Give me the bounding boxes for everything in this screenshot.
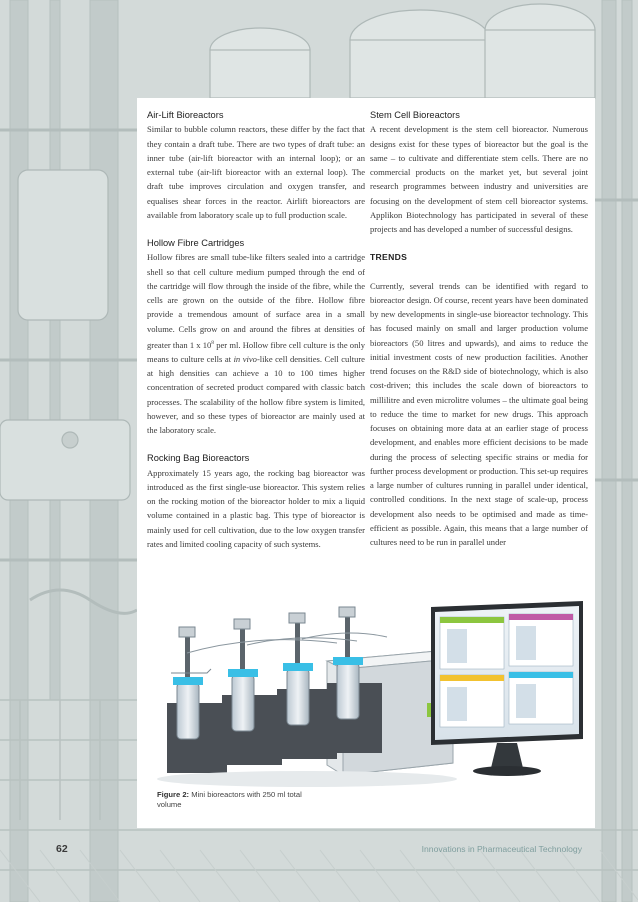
figure-caption <box>157 790 307 810</box>
hollow-fibre-superscript: 8 <box>211 339 215 346</box>
hollow-fibre-text-2: per ml. Hollow fibre cell culture is the only means to culture cells at <box>147 339 366 364</box>
hollow-fibre-body <box>147 250 365 437</box>
hollow-fibre-italic: in vivo <box>233 353 257 364</box>
airlift-heading: Air-Lift Bioreactors <box>147 110 224 120</box>
right-column <box>370 108 588 549</box>
trends-heading: TRENDS <box>370 252 408 263</box>
hollow-fibre-text-1: Hollow fibres are small tube-like filters sealed into a cartridge shell so that cell culture medium pumped through the end of the cartridge will flow through the inside of the fibre, while the cells are grown on the outside of the fibre. Hollow fibre provide a tremendous amount of surface area in a small volume. Cells grow on and around the fibres at densities of greater than 1 x 10 <box>147 252 365 350</box>
reactor-row <box>167 607 387 773</box>
journal-name: Innovations in Pharmaceutical Technology <box>421 844 582 854</box>
stem-cell-heading: Stem Cell Bioreactors <box>370 110 460 120</box>
airlift-body: Similar to bubble column reactors, these differ by the fact that they contain a draft tube. There are two types of draft tube: an inner tube (air-lift bioreactor with an internal loop); or an external tube (air-lift bioreactor with an external loop). The draft tube improves circulation and oxygen transfer, and equalises shear forces in the reactor. Airlift bioreactors are available from laboratory scale up to full production scale. <box>147 124 365 220</box>
hollow-fibre-heading: Hollow Fibre Cartridges <box>147 238 245 248</box>
monitor <box>431 601 583 776</box>
hollow-fibre-text-3: -like cell densities. Cell culture at high densities can achieve a 10 to 100 times higher concentration of secreted product compared with classic batch processes. The scalability of the hollow fibre system is limited, however, and so these types of bioreactor are mainly used at the laboratory scale. <box>147 353 365 436</box>
figure-caption-text: Mini bioreactors with 250 ml total volume <box>157 790 302 809</box>
left-column <box>147 108 365 551</box>
rocking-bag-body: Approximately 15 years ago, the rocking bag bioreactor was introduced as the first single-use bioreactor. This system relies on the rocking motion of the bioreactor holder to mix a liquid volume contained in a plastic bag. This type of bioreactor is mainly used for cell cultivation, due to the low oxygen transfer rates and limited cooling capacity of such systems. <box>147 467 365 549</box>
page-number: 62 <box>56 843 68 855</box>
content-panel <box>137 98 595 828</box>
figure-2 <box>137 593 595 828</box>
stem-cell-body: A recent development is the stem cell bioreactor. Numerous designs exist for these types of bioreactor but the goal is the same – to cultivate and differentiate stem cells. There are no commercial products on the market yet, but several joint research programmes between industry and universities are focusing on the development of stem cell bioreactor systems. Applikon Biotechnology has participated in several of these projects and has developed a number of successful designs. <box>370 124 588 234</box>
figure-label: Figure 2: <box>157 790 190 799</box>
rocking-bag-heading: Rocking Bag Bioreactors <box>147 453 250 464</box>
trends-body: Currently, several trends can be identified with regard to bioreactor design. Of course, recent years have been dominated by new developments in single-use bioreactor technology. This has focused mainly on small and larger production volume bioreactors (50 litres and upwards), and aims to reduce the initial investment costs of new production facilities. Another trend focuses on the R&D side of biotechnology, which is also cost-driven; this includes the scale down of bioreactors to millilitre and even microlitre volumes – the ultimate goal being to reduce the time to market for new drugs. This approach focuses on obtaining more data at an earlier stage of process development, and enables more efficient decisions to be made during the process of selecting specific strains or media for further process development or production. This set-up requires a large number of cultures running in parallel under identical, controlled conditions. In the next stage of scale-up, process development also needs to be optimised and made as time-efficient as possible. Again, this means that a large number of cultures need to be run in parallel under <box>370 280 588 547</box>
